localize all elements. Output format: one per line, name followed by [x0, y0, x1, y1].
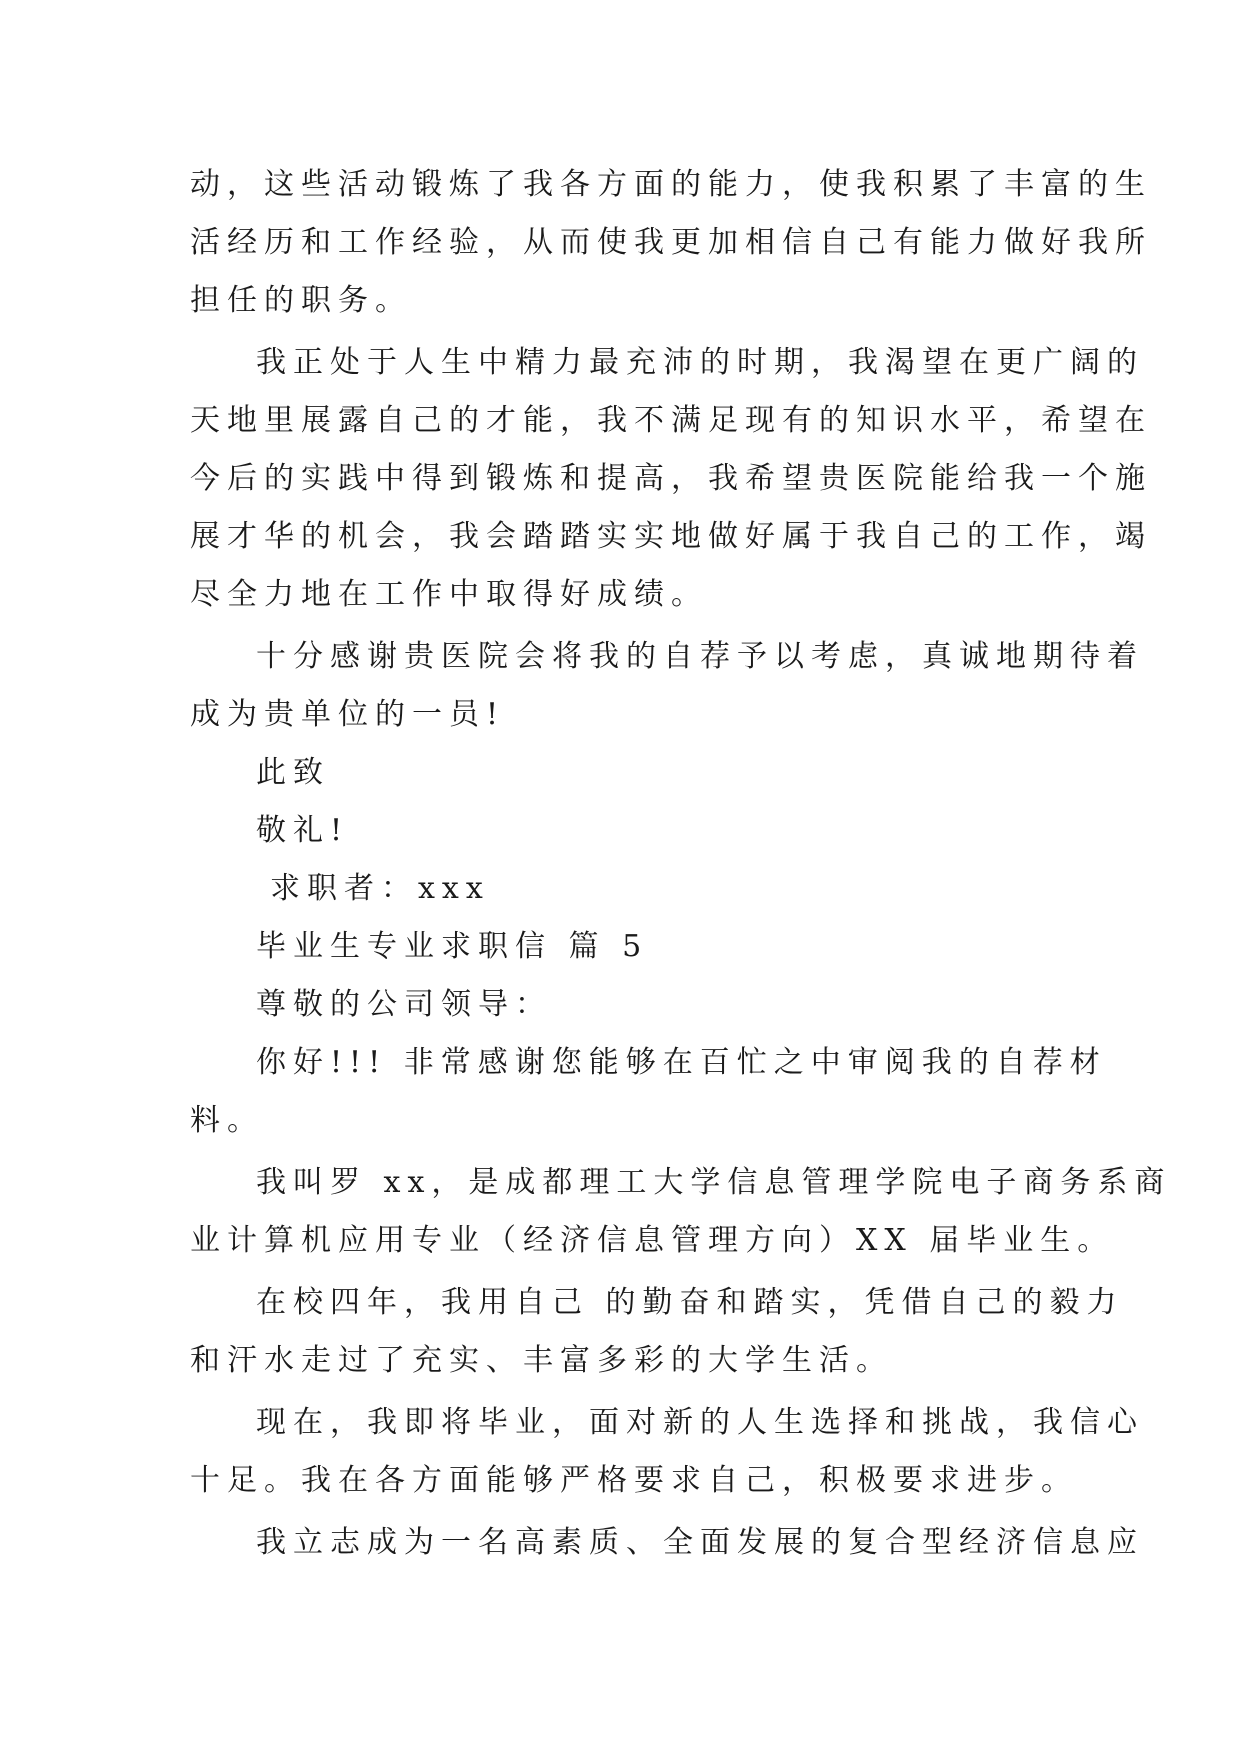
text-line: 和汗水走过了充实、丰富多彩的大学生活。 [190, 1343, 893, 1378]
closing-regards: 敬礼! [256, 813, 350, 848]
greeting-line: 尊敬的公司领导： [256, 987, 552, 1022]
text-line: 我立志成为一名高素质、全面发展的复合型经济信息应 [256, 1525, 1144, 1560]
text-line: 现在，我即将毕业，面对新的人生选择和挑战，我信心 [256, 1405, 1144, 1440]
text-line: 我正处于人生中精力最充沛的时期，我渴望在更广阔的 [256, 345, 1144, 380]
text-line: 尽全力地在工作中取得好成绩。 [190, 577, 708, 612]
text-line: 今后的实践中得到锻炼和提高，我希望贵医院能给我一个施 [190, 461, 1152, 496]
signature-line: 求职者：xxx [270, 871, 490, 906]
text-line: 在校四年，我用自己 的勤奋和踏实，凭借自己的毅力 [256, 1285, 1124, 1320]
text-line: 展才华的机会，我会踏踏实实地做好属于我自己的工作，竭 [190, 519, 1152, 554]
closing-salutation: 此致 [256, 755, 330, 790]
text-line: 你好!!! 非常感谢您能够在百忙之中审阅我的自荐材 [256, 1045, 1107, 1080]
text-line: 我叫罗 xx，是成都理工大学信息管理学院电子商务系商 [256, 1165, 1172, 1200]
text-line: 活经历和工作经验，从而使我更加相信自己有能力做好我所 [190, 225, 1152, 260]
text-line: 天地里展露自己的才能，我不满足现有的知识水平，希望在 [190, 403, 1152, 438]
text-line: 动，这些活动锻炼了我各方面的能力，使我积累了丰富的生 [190, 167, 1152, 202]
text-line: 十分感谢贵医院会将我的自荐予以考虑，真诚地期待着 [256, 639, 1144, 674]
section-heading: 毕业生专业求职信 篇 5 [256, 929, 649, 964]
text-line: 成为贵单位的一员! [190, 697, 506, 732]
document-body [190, 156, 1172, 1572]
text-line: 十足。我在各方面能够严格要求自己，积极要求进步。 [190, 1463, 1078, 1498]
text-line: 业计算机应用专业（经济信息管理方向）XX 届毕业生。 [190, 1223, 1115, 1258]
text-line: 料。 [190, 1103, 264, 1138]
text-line: 担任的职务。 [190, 283, 412, 318]
